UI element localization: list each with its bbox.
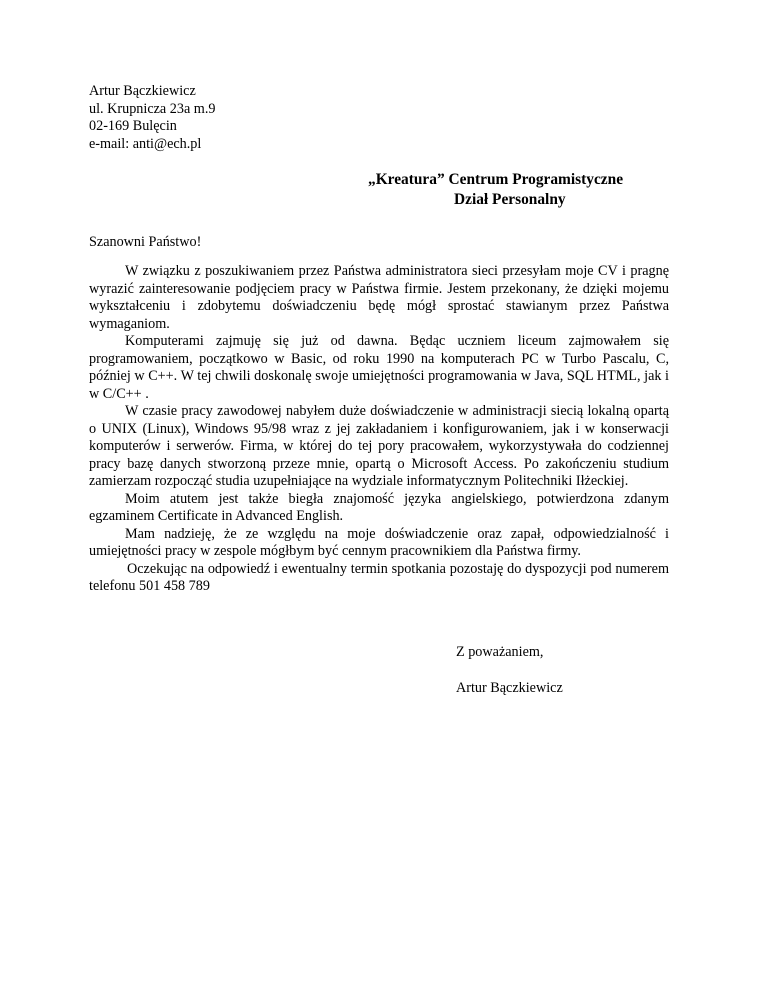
paragraph-experience: W czasie pracy zawodowej nabyłem duże doświadczenie w administracji siecią lokalną opartą o UNIX (Linux), Windows 95/98 wraz z jej zakładaniem i konfigurowaniem, jak i w konserwacji komputerów i serwerów. Firma, w której do tej pory pracowałem, wykorzystywała do codziennej pracy bazę danych stworzoną przeze mnie, opartą o Microsoft Access. Po zakończeniu studium zamierzam rozpocząć studia uzupełniające na wydziale informatycznym Politechniki Iłżeckiej. bbox=[89, 403, 669, 489]
recipient-block bbox=[368, 170, 668, 210]
sender-address-block bbox=[89, 83, 215, 153]
paragraph-hope: Mam nadzieję, że ze względu na moje doświadczenie oraz zapał, odpowiedzialność i umiejętności pracy w zespole mógłbym być cennym pracownikiem dla Państwa firmy. bbox=[89, 525, 669, 559]
sender-street: ul. Krupnicza 23a m.9 bbox=[89, 100, 216, 117]
recipient-department: Dział Personalny bbox=[454, 191, 566, 208]
signature-name: Artur Bączkiewicz bbox=[456, 680, 563, 696]
paragraph-programming: Komputerami zajmuję się już od dawna. Będąc uczniem liceum zajmowałem się programowaniem, początkowo w Basic, od roku 1990 na komputerach PC w Turbo Pascalu, C, później w C++. W tej chwili doskonalę swoje umiejętności programowania w Java, SQL HTML, jak i w C/C++ . bbox=[89, 333, 669, 402]
paragraph-contact: Oczekując na odpowiedź i ewentualny termin spotkania pozostaję do dyspozycji pod numerem telefonu 501 458 789 bbox=[89, 560, 669, 594]
sender-city: 02-169 Bulęcin bbox=[89, 118, 177, 134]
closing: Z poważaniem, bbox=[456, 644, 544, 660]
recipient-company: „Kreatura” Centrum Programistyczne bbox=[368, 171, 624, 188]
sender-email: e-mail: anti@ech.pl bbox=[89, 135, 202, 152]
letter-body bbox=[89, 263, 669, 596]
sender-name: Artur Bączkiewicz bbox=[89, 83, 196, 99]
paragraph-language: Moim atutem jest także biegła znajomość języka angielskiego, potwierdzona zdanym egzaminem Certificate in Advanced English. bbox=[89, 490, 669, 524]
paragraph-intro: W związku z poszukiwaniem przez Państwa administratora sieci przesyłam moje CV i pragnę wyrazić zainteresowanie podjęciem pracy w Państwa firmie. Jestem przekonany, że dzięki mojemu wykształceniu i zdobytemu doświadczeniu będę mógł sprostać stawianym przez Państwa wymaganiom. bbox=[89, 263, 669, 332]
greeting: Szanowni Państwo! bbox=[89, 234, 202, 250]
